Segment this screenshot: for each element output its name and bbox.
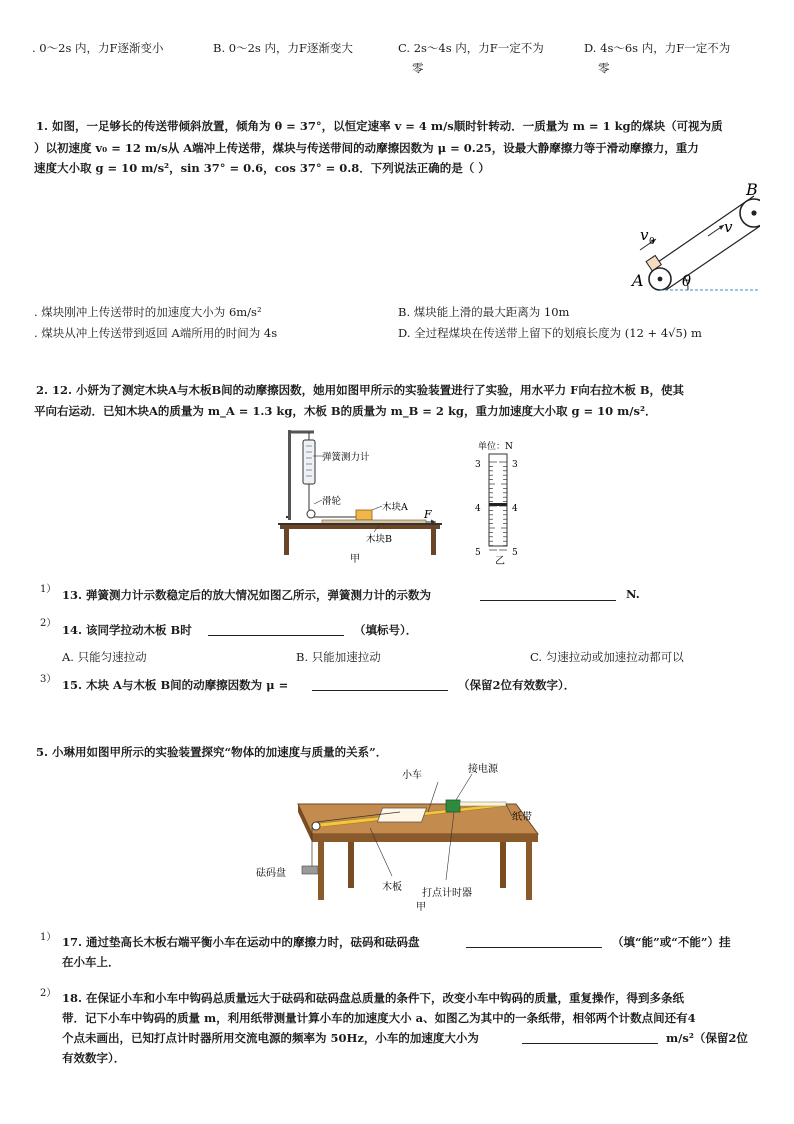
- label-pulley: 滑轮: [322, 496, 342, 507]
- q13-sub2-line1: 18. 在保证小车和小车中钩码总质量远大于砝码和砝码盘总质量的条件下，改变小车中钩码的质量，重复操作，得到多条纸: [62, 991, 685, 1005]
- q12-stem-line1: 2. 12. 小妍为了测定木块A与木板B间的动摩擦因数，她用如图甲所示的实验装置进行了实验，用水平力 F向右拉木板 B，使其: [36, 383, 685, 397]
- label-a: A: [632, 271, 644, 290]
- tick-label-4-right: 4: [512, 504, 518, 514]
- cart-experiment-figure: [250, 760, 550, 912]
- weight-pan-icon: [302, 866, 318, 874]
- q12-sub2-option-c: C. 匀速拉动或加速拉动都可以: [530, 650, 684, 664]
- label-power: 接电源: [468, 764, 498, 775]
- label-tape: 纸带: [512, 812, 532, 823]
- pulley-icon: [312, 822, 320, 830]
- q12-sub2-text: 14. 该同学拉动木板 B时: [62, 623, 192, 637]
- unit-label: 单位：N: [478, 442, 513, 452]
- tick-label-5-left: 5: [475, 548, 481, 558]
- q13-sub2-line3: 个点未画出，已知打点计时器所用交流电源的频率为 50Hz，小车的加速度大小为: [62, 1031, 479, 1045]
- q11-stem-line1: 1. 如图，一足够长的传送带倾斜放置，倾角为 θ = 37°，以恒定速率 v = 4 m/s顺时针转动．一质量为 m = 1 kg的煤块（可视为质: [36, 119, 723, 133]
- q11-option-c: . 煤块从冲上传送带到返回 A端所用的时间为 4s: [34, 326, 278, 340]
- q12-sub3-number: 3）: [40, 674, 57, 685]
- q12-sub3-tail: （保留2位有效数字）．: [458, 678, 576, 692]
- q12-sub1-unit: N.: [626, 587, 640, 601]
- q12-sub2-number: 2）: [40, 618, 57, 629]
- pointer-indicator: [489, 503, 507, 506]
- q11-stem-line2: ）以初速度 v₀ = 12 m/s从 A端冲上传送带，煤块与传送带间的动摩擦因数为 μ = 0.25，设最大静摩擦力等于滑动摩擦力，重力: [34, 141, 699, 155]
- cart: [377, 808, 426, 822]
- q13-sub1-line2: 在小车上．: [62, 955, 120, 969]
- q10-option-b: B. 0～2s 内，力F逐渐变大: [213, 41, 353, 55]
- q12-sub3-text: 15. 木块 A与木板 B间的动摩擦因数为 μ =: [62, 678, 289, 692]
- label-board-b: 木块B: [366, 534, 392, 545]
- friction-apparatus-figure: [270, 424, 450, 568]
- q11-option-d: D. 全过程煤块在传送带上留下的划痕长度为 (12 + 4√5) m: [398, 326, 702, 340]
- conveyor-belt-figure: [620, 180, 760, 298]
- q13-sub2-answer-blank[interactable]: [522, 1043, 658, 1044]
- q12-sub2-option-a: A. 只能匀速拉动: [62, 650, 147, 664]
- tick-label-4-left: 4: [475, 504, 481, 514]
- block-a: [356, 510, 372, 520]
- spring-scale-reading-figure: [470, 436, 540, 568]
- label-board: 木板: [382, 882, 402, 893]
- label-spring-scale: 弹簧测力计: [322, 452, 370, 463]
- paper-tape: [460, 802, 506, 806]
- q12-sub3-answer-blank[interactable]: [312, 690, 448, 691]
- q11-option-a: . 煤块刚冲上传送带时的加速度大小为 6m/s²: [34, 305, 262, 319]
- tick-label-3-right: 3: [512, 460, 518, 470]
- q13-sub1-answer-blank[interactable]: [466, 947, 602, 948]
- q13-sub1-text: 17. 通过垫高长木板右端平衡小车在运动中的摩擦力时，砝码和砝码盘: [62, 935, 420, 949]
- q13-sub2-line2: 带．记下小车中钩码的质量 m，利用纸带测量计算小车的加速度大小 a、如图乙为其中的一条纸带，相邻两个计数点间还有4: [62, 1011, 696, 1025]
- q12-sub1-text: 13. 弹簧测力计示数稳定后的放大情况如图乙所示，弹簧测力计的示数为: [62, 588, 432, 602]
- q10-option-c: C. 2s～4s 内，力F一定不为: [398, 41, 544, 55]
- q12-sub2-option-b: B. 只能加速拉动: [296, 650, 381, 664]
- timer-icon: [446, 800, 460, 812]
- q10-option-d-wrap: 零: [598, 61, 610, 75]
- label-cart: 小车: [402, 770, 422, 781]
- label-theta: θ: [682, 272, 692, 290]
- q12-sub1-number: 1）: [40, 584, 57, 595]
- caption-jia: 甲: [350, 554, 360, 565]
- caption-yi: 乙: [495, 556, 505, 567]
- q11-stem-line3: 速度大小取 g = 10 m/s²，sin 37° = 0.6，cos 37° = 0.8．下列说法正确的是（ ）: [34, 161, 490, 175]
- label-timer: 打点计时器: [422, 888, 472, 899]
- label-force: F: [424, 508, 432, 521]
- q10-option-d: D. 4s～6s 内，力F一定不为: [584, 41, 731, 55]
- q11-option-b: B. 煤块能上滑的最大距离为 10m: [398, 305, 570, 319]
- tick-label-5-right: 5: [512, 548, 518, 558]
- q13-sub1-tail: （填“能”或“不能”）挂: [612, 935, 731, 949]
- q12-sub2-answer-blank[interactable]: [208, 635, 344, 636]
- q12-stem-line2: 平向右运动．已知木块A的质量为 m_A = 1.3 kg，木板 B的质量为 m_B = 2 kg，重力加速度大小取 g = 10 m/s²．: [34, 404, 657, 418]
- pulley-icon: [307, 510, 315, 518]
- caption-jia-2: 甲: [416, 902, 426, 912]
- q13-sub2-number: 2）: [40, 988, 57, 999]
- pulley-b-icon: [740, 199, 760, 227]
- label-v0: v: [640, 226, 649, 244]
- q10-option-a: . 0～2s 内，力F逐渐变小: [32, 41, 164, 55]
- q13-sub2-line4: 有效数字）．: [62, 1051, 126, 1065]
- label-block-a: 木块A: [382, 502, 408, 513]
- label-b: B: [746, 180, 758, 199]
- q13-stem-line1: 5. 小琳用如图甲所示的实验装置探究“物体的加速度与质量的关系”．: [36, 745, 388, 759]
- spring-scale-icon: [303, 440, 315, 484]
- label-weight-pan: 砝码盘: [256, 868, 286, 879]
- label-v0-subscript: 0: [649, 237, 655, 247]
- q10-option-c-wrap: 零: [412, 61, 424, 75]
- q13-sub1-number: 1）: [40, 932, 57, 943]
- q12-sub1-answer-blank[interactable]: [480, 600, 616, 601]
- tick-label-3-left: 3: [475, 460, 481, 470]
- q13-sub2-unit: m/s²（保留2位: [666, 1031, 748, 1045]
- label-v: v: [724, 218, 733, 236]
- q12-sub2-tail: （填标号）．: [354, 623, 418, 637]
